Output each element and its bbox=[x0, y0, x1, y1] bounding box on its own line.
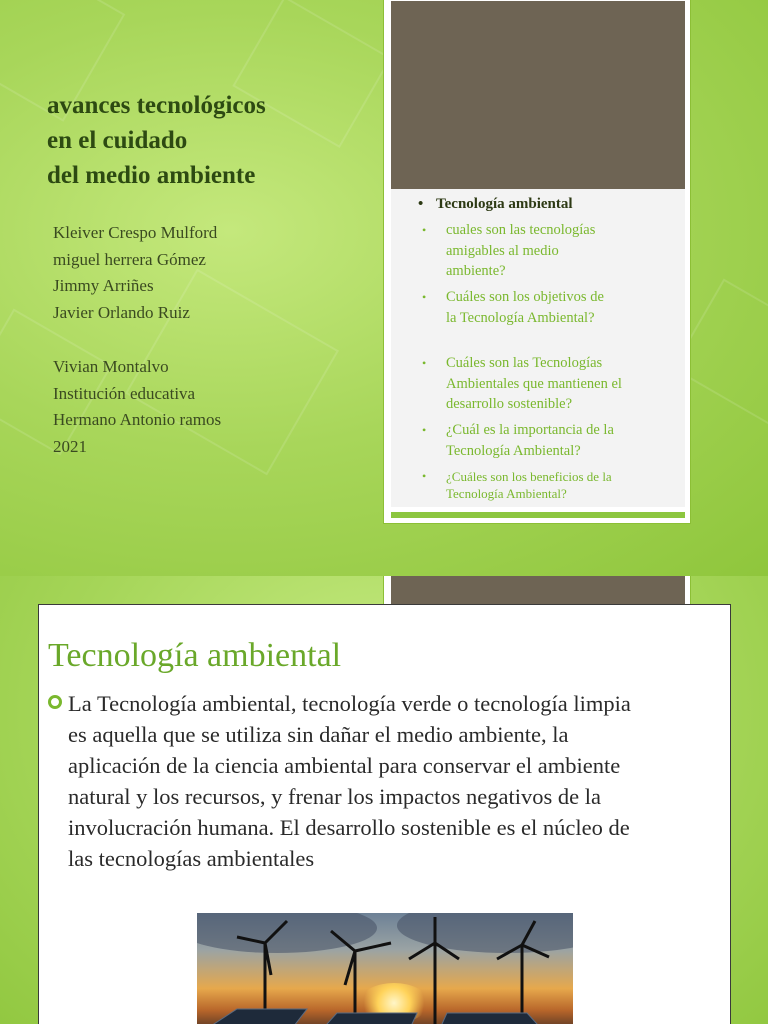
wind-turbine-icon bbox=[409, 917, 459, 1024]
bullet-dot-icon: • bbox=[422, 223, 427, 237]
question-line: desarrollo sostenible? bbox=[446, 396, 573, 412]
wind-turbine-icon bbox=[497, 921, 549, 1024]
paragraph-line: involucración humana. El desarrollo sostenible es el núcleo de bbox=[68, 815, 630, 840]
slide-definition bbox=[0, 576, 768, 1024]
question-line: cuales son las tecnologías bbox=[446, 222, 596, 238]
question-line: Cuáles son los objetivos de bbox=[446, 289, 604, 305]
turbines-and-panels bbox=[197, 913, 573, 1024]
question-line: Tecnología Ambiental? bbox=[446, 486, 567, 501]
paragraph-line: La Tecnología ambiental, tecnología verde o tecnología limpia bbox=[68, 691, 631, 716]
presentation-title bbox=[47, 88, 367, 193]
accent-bar bbox=[391, 512, 685, 518]
image-placeholder bbox=[391, 1, 685, 189]
slide-title-text: Tecnología ambiental bbox=[48, 637, 342, 674]
bullet-dot-icon: • bbox=[422, 290, 427, 304]
question-item bbox=[422, 353, 622, 415]
author-list bbox=[53, 220, 221, 461]
teacher-name: Vivian Montalvo bbox=[53, 356, 169, 376]
question-line: ambiente? bbox=[446, 263, 506, 279]
question-item bbox=[422, 287, 604, 328]
author-name: Kleiver Crespo Mulford bbox=[53, 223, 218, 242]
wind-solar-photo bbox=[197, 913, 573, 1024]
title-line: avances tecnológicos bbox=[47, 92, 266, 119]
question-item bbox=[422, 220, 595, 282]
definition-paragraph bbox=[68, 688, 631, 874]
spacer bbox=[53, 327, 221, 354]
bullet-dot-icon: • bbox=[422, 423, 427, 437]
question-line: amigables al medio bbox=[446, 242, 559, 259]
ring-bullet-icon bbox=[48, 695, 62, 709]
question-line: Tecnología Ambiental? bbox=[446, 442, 581, 459]
bullet-dot-icon: • bbox=[422, 469, 427, 483]
contents-heading bbox=[418, 196, 573, 213]
question-item bbox=[422, 468, 612, 502]
question-item bbox=[422, 420, 614, 461]
author-name: Jimmy Arriñes bbox=[53, 276, 154, 296]
question-line: Ambientales que mantienen el bbox=[446, 375, 622, 392]
paragraph-line: natural y los recursos, y frenar los impactos negativos de la bbox=[68, 784, 601, 809]
contents-heading-text: Tecnología ambiental bbox=[436, 196, 573, 212]
title-line: en el cuidado bbox=[47, 127, 188, 154]
year: 2021 bbox=[53, 436, 87, 456]
author-name: miguel herrera Gómez bbox=[53, 249, 206, 269]
paragraph-line: aplicación de la ciencia ambiental para conservar el ambiente bbox=[68, 753, 621, 778]
institution-line: Institución educativa bbox=[53, 383, 196, 403]
wind-turbine-icon bbox=[331, 931, 391, 1024]
paragraph-line: es aquella que se utiliza sin dañar el medio ambiente, la bbox=[68, 722, 569, 747]
content-card bbox=[38, 604, 731, 1024]
question-line: ¿Cuáles son los beneficios de la bbox=[446, 469, 612, 484]
institution-name: Hermano Antonio ramos bbox=[53, 410, 222, 430]
bullet-dot-icon: • bbox=[418, 196, 424, 212]
question-line: Cuáles son las Tecnologías bbox=[446, 355, 603, 371]
title-line: del medio ambiente bbox=[47, 162, 256, 189]
question-line: la Tecnología Ambiental? bbox=[446, 309, 595, 326]
question-line: ¿Cuál es la importancia de la bbox=[446, 422, 614, 438]
bullet-dot-icon: • bbox=[422, 356, 427, 370]
solar-panel-icon bbox=[197, 1009, 547, 1024]
author-name: Javier Orlando Ruiz bbox=[53, 303, 190, 323]
paragraph-line: las tecnologías ambientales bbox=[68, 846, 315, 871]
